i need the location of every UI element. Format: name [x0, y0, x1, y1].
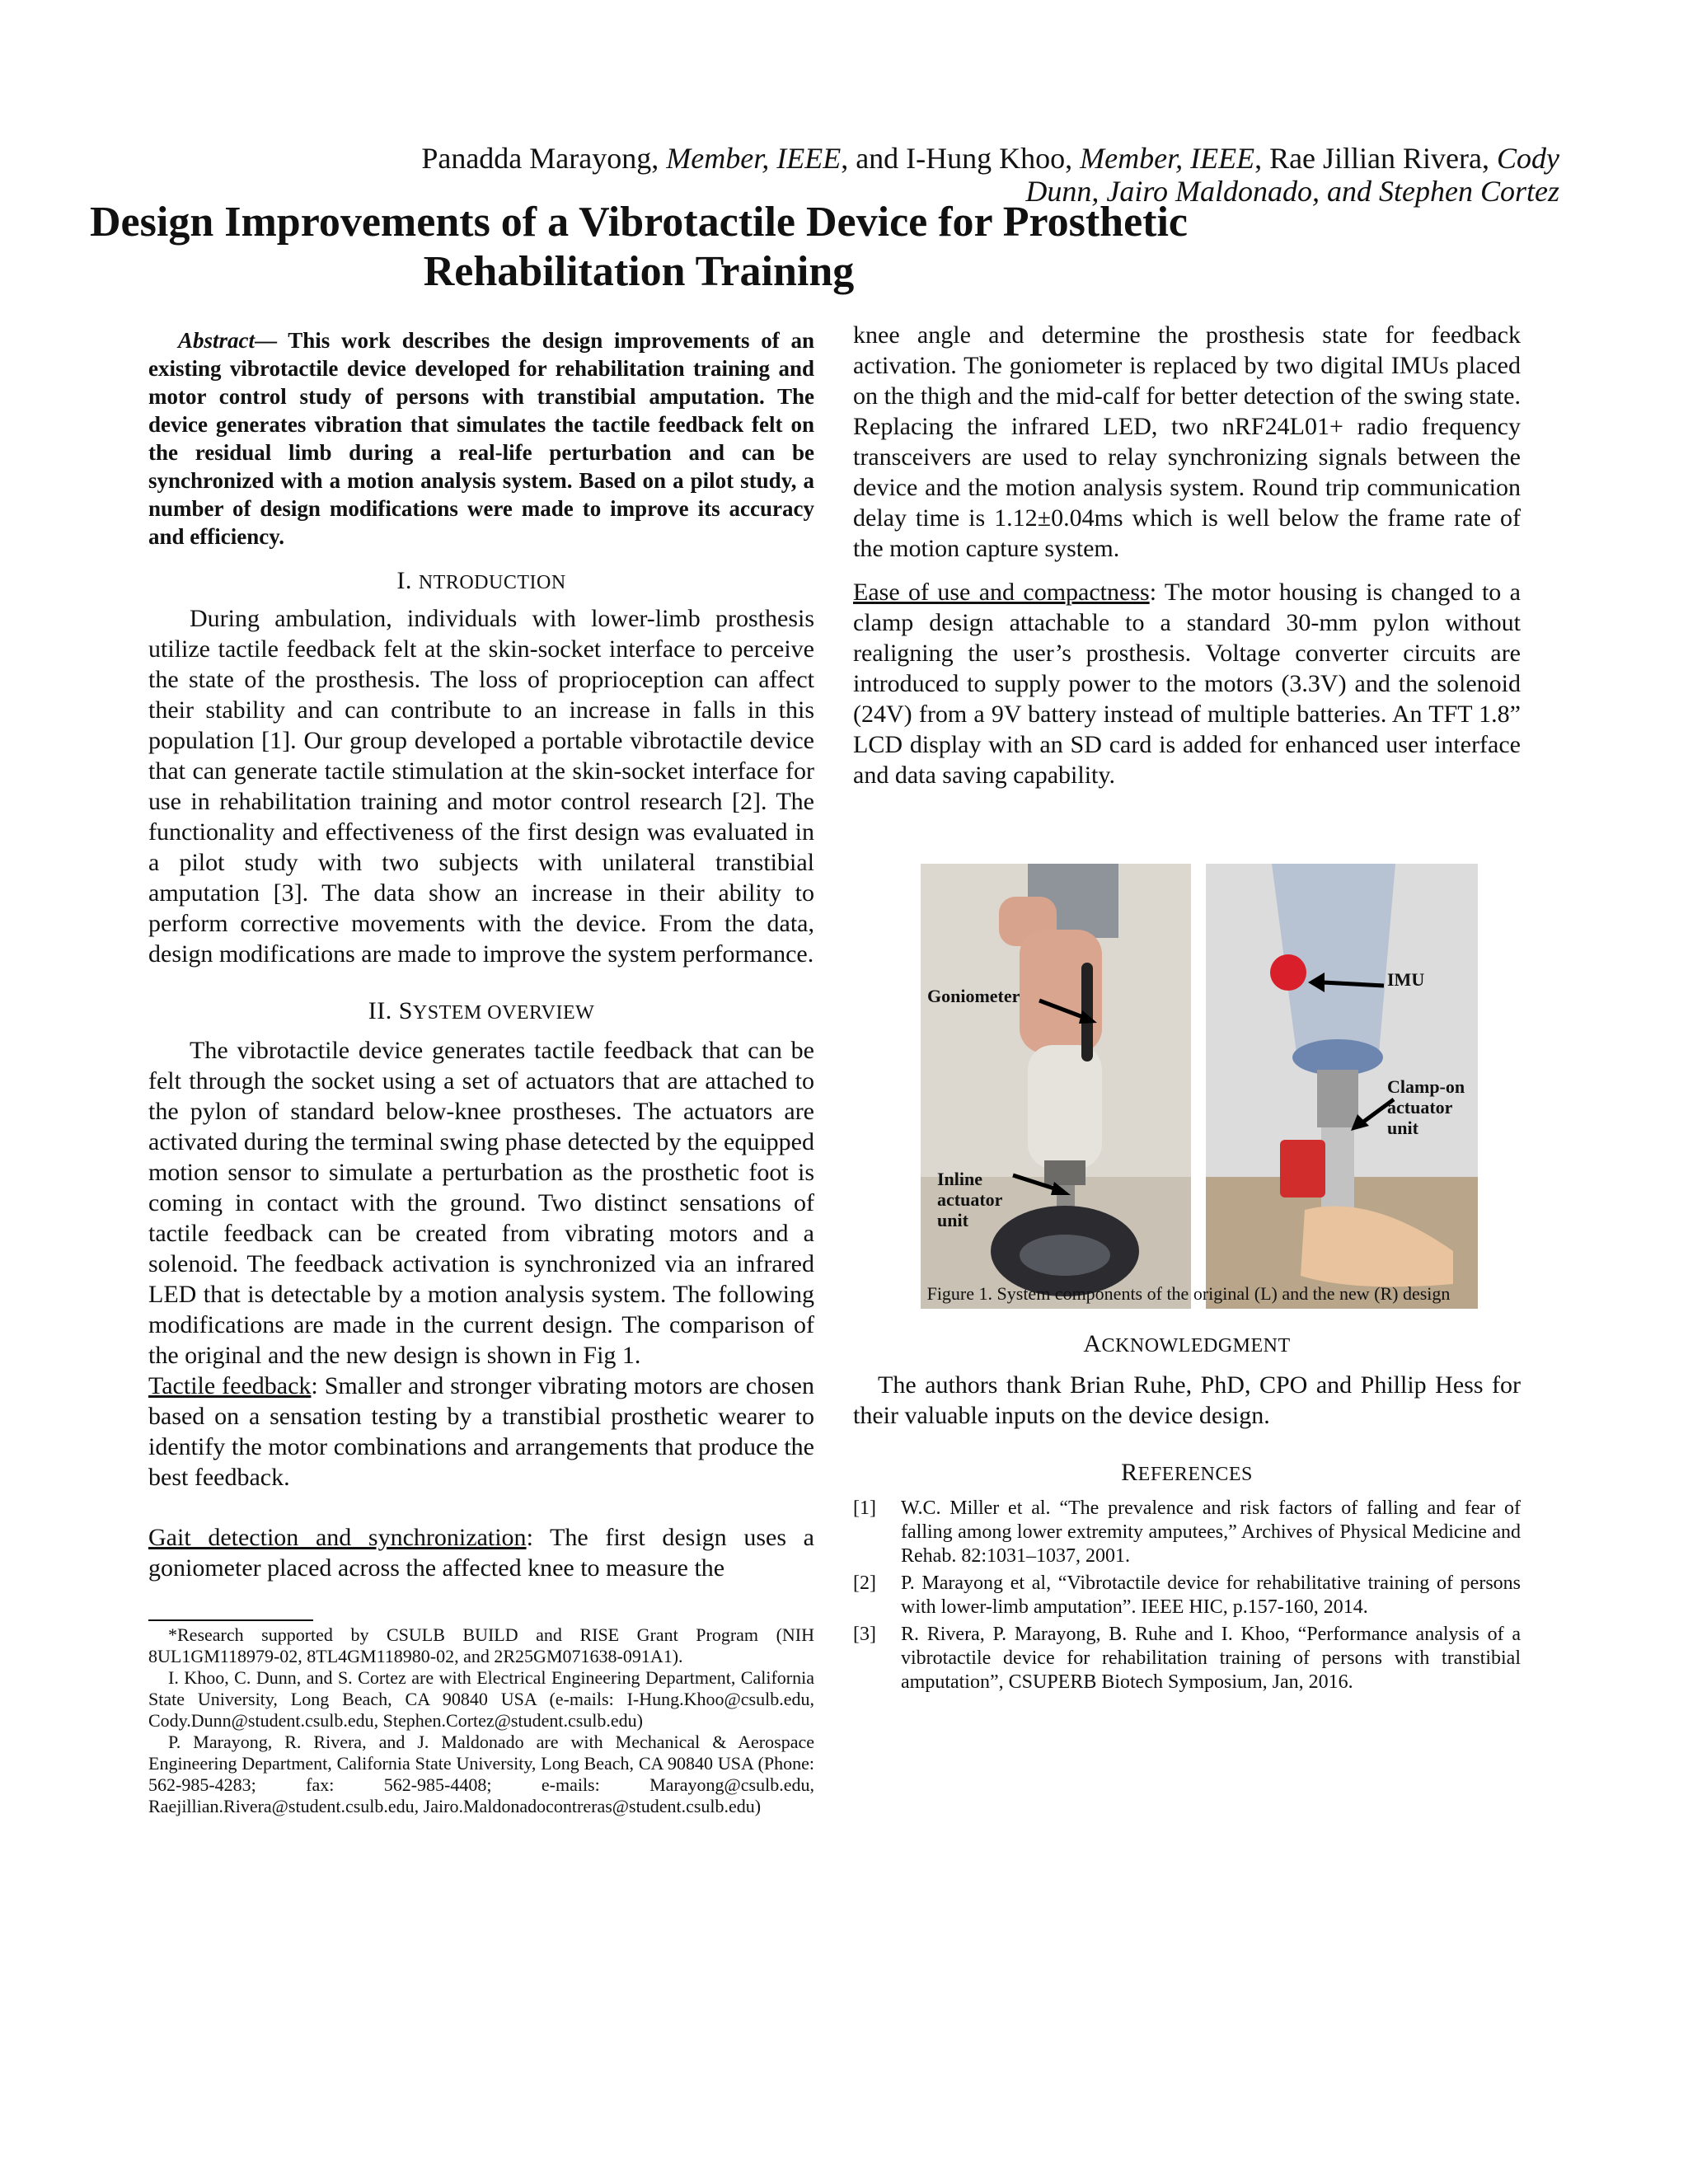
author-org: , IEEE [762, 142, 842, 175]
section-heading-references [853, 1460, 1521, 1487]
tactile-feedback-text: : Smaller and stronger vibrating motors are chosen based on a sensation testing by a transtibial prosthetic wearer to identify the motor combinations and arrangements that produce the best feedback. [148, 1372, 814, 1491]
reference-number: [1] [853, 1497, 876, 1519]
figure-1 [921, 864, 1478, 1309]
author-name: , Rae Jillian Rivera, [1254, 142, 1497, 175]
footnote [148, 1619, 814, 1817]
reference-item [853, 1497, 1521, 1568]
reference-list [853, 1497, 1521, 1694]
section-heading-acknowledgment [853, 1332, 1521, 1358]
reference-item [853, 1623, 1521, 1694]
paper-title: Design Improvements of a Vibrotactile Device for Prosthetic Rehabilitation Training [90, 199, 1188, 295]
tactile-feedback-paragraph [148, 1371, 814, 1493]
arrow-icon [1036, 996, 1102, 1029]
acknowledgment-paragraph: The authors thank Brian Ruhe, PhD, CPO and Phillip Hess for their valuable inputs on the device design. [853, 1371, 1521, 1429]
reference-text: P. Marayong et al, “Vibrotactile device for rehabilitative training of persons with lower-limb amputation”. IEEE HIC, p.157-160, 2014. [901, 1572, 1521, 1618]
author-role: Member, IEEE [1080, 142, 1255, 175]
original-design-photo [921, 864, 1191, 1309]
inline-actuator-label: Inline actuator unit [937, 1169, 1003, 1230]
reference-number: [3] [853, 1624, 876, 1645]
section-number: II. [368, 997, 399, 1024]
section-title: CKNOWLEDGMENT [1101, 1335, 1291, 1357]
section-heading-introduction [148, 569, 814, 595]
right-column [853, 320, 1521, 790]
ease-of-use-text: : The motor housing is changed to a clamp design attachable to a standard 30-mm pylon without realigning the user’s prosthesis. Voltage converter circuits are introduced to supply power to the motors (3.3V) and the solenoid (24V) from a 9V battery instead of multiple batteries. An TFT 1.8” LCD display with an SD card is added for enhanced user interface and data saving capability. [853, 579, 1521, 789]
introduction-paragraph: During ambulation, individuals with lower-limb prosthesis utilize tactile feedback felt at the skin-socket interface to perceive the state of the prosthesis. The loss of proprioception can affect their stability and can contribute to an increase in falls in this population [1]. Our group developed a portable vibrotactile device that can generate tactile stimulation at the skin-socket interface for use in rehabilitation training and motor control research [2]. The functionality and effectiveness of the first design was evaluated in a pilot study with two subjects with unilateral transtibial amputation [3]. The data show an increase in their ability to perform corrective movements with the device. From the data, design modifications are made to improve the system performance. [148, 605, 814, 968]
author-role: Member [666, 142, 762, 175]
abstract-label: Abstract [178, 328, 256, 353]
tactile-feedback-label: Tactile feedback [148, 1372, 312, 1399]
section-title-initial: S [398, 997, 413, 1024]
arrow-icon [1010, 1170, 1076, 1203]
abstract-text: — This work describes the design improvements of an existing vibrotactile device developed for rehabilitation training and motor control study of persons with transtibial amputation. The device generates vibration that simulates the tactile feedback felt on the residual limb during a real-life perturbation and can be synchronized with a motion analysis system. Based on a pilot study, a number of design modifications were made to improve its accuracy and efficiency. [148, 328, 814, 549]
reference-number: [2] [853, 1572, 876, 1594]
section-title: NTRODUCTION [418, 572, 566, 593]
section-title-initial: R [1121, 1459, 1138, 1486]
ease-of-use-paragraph [853, 577, 1521, 790]
section-title: YSTEM OVERVIEW [412, 1002, 595, 1024]
arrow-icon [1348, 1094, 1397, 1136]
gait-detection-paragraph [148, 1522, 814, 1583]
section-title-initial: A [1083, 1330, 1102, 1357]
gait-detection-continued: knee angle and determine the prosthesis state for feedback activation. The goniometer is replaced by two digital IMUs placed on the thigh and the mid-calf for better detection of the swing state. Replacing the infrared LED, two nRF24L01+ radio frequency transceivers are used to relay synchronizing signals between the device and the motion analysis system. Round trip communication delay time is 1.12±0.04ms which is well below the frame rate of the motion capture system. [853, 321, 1521, 562]
figure-caption: Figure 1. System components of the original (L) and the new (R) design [926, 1283, 1451, 1304]
section-number: I. [396, 567, 419, 594]
footnote-affiliation-mae: P. Marayong, R. Rivera, and J. Maldonado are with Mechanical & Aerospace Engineering Department, California State University, Long Beach, CA 90840 USA (Phone: 562-985-4283; fax: 562-985-4408; e-mails: Marayong@csulb.edu, Raejillian.Rivera@student.csulb.edu, Jairo.Maldonadocontreras@student.csulb.edu) [148, 1732, 814, 1816]
reference-text: R. Rivera, P. Marayong, B. Ruhe and I. Khoo, “Performance analysis of a vibrotactile device for rehabilitation training of persons with transtibial amputation”, CSUPERB Biotech Symposium, Jan, 2016. [901, 1624, 1521, 1693]
arrow-icon [1305, 968, 1387, 1001]
author-name: Cody Dunn, Jairo Maldonado, and Stephen Cortez [1025, 142, 1559, 208]
ease-of-use-label: Ease of use and compactness [853, 579, 1150, 606]
left-column [148, 326, 814, 1817]
clamp-on-actuator-label: Clamp-on actuator unit [1387, 1076, 1465, 1138]
reference-item [853, 1572, 1521, 1619]
new-design-photo [1206, 864, 1478, 1309]
original-design-illustration [921, 864, 1191, 1309]
footnote-rule [148, 1619, 313, 1621]
gait-detection-text: : The first design uses a goniometer placed across the affected knee to measure the [148, 1524, 814, 1582]
system-overview-paragraph: The vibrotactile device generates tactile feedback that can be felt through the socket using a set of actuators that are attached to the pylon of standard below-knee prostheses. The actuators are activated during the terminal swing phase detected by the equipped motion sensor to simulate a perturbation as the prosthetic foot is coming in contact with the ground. Two distinct sensations of tactile feedback can be created from vibrating motors and a solenoid. The feedback activation is synchronized via an infrared LED that is detectable by a motion analysis system. The following modifications are made in the current design. The comparison of the original and the new design is shown in Fig 1. [148, 1037, 814, 1369]
section-title: EFERENCES [1137, 1464, 1253, 1485]
right-column-lower [853, 1332, 1521, 1698]
author-name: , and I-Hung Khoo, [841, 142, 1081, 175]
imu-label: IMU [1387, 969, 1425, 990]
section-heading-system-overview [148, 999, 814, 1025]
goniometer-label: Goniometer [927, 986, 1020, 1006]
abstract [148, 326, 814, 551]
gait-detection-label: Gait detection and synchronization [148, 1524, 527, 1551]
footnote-affiliation-ee: I. Khoo, C. Dunn, and S. Cortez are with Electrical Engineering Department, California State University, Long Beach, CA 90840 USA (e-mails: I-Hung.Khoo@csulb.edu, Cody.Dunn@student.csulb.edu, Stephen.Cortez@student.csulb.edu) [148, 1667, 814, 1731]
author-name: Panadda Marayong, [421, 142, 667, 175]
reference-text: W.C. Miller et al. “The prevalence and risk factors of falling and fear of falling among lower extremity amputees,” Archives of Physical Medicine and Rehab. 82:1031–1037, 2001. [901, 1497, 1521, 1567]
footnote-funding: *Research supported by CSULB BUILD and RISE Grant Program (NIH 8UL1GM118979-02, 8TL4GM118980-02, and 2R25GM071638-091A1). [148, 1624, 814, 1666]
